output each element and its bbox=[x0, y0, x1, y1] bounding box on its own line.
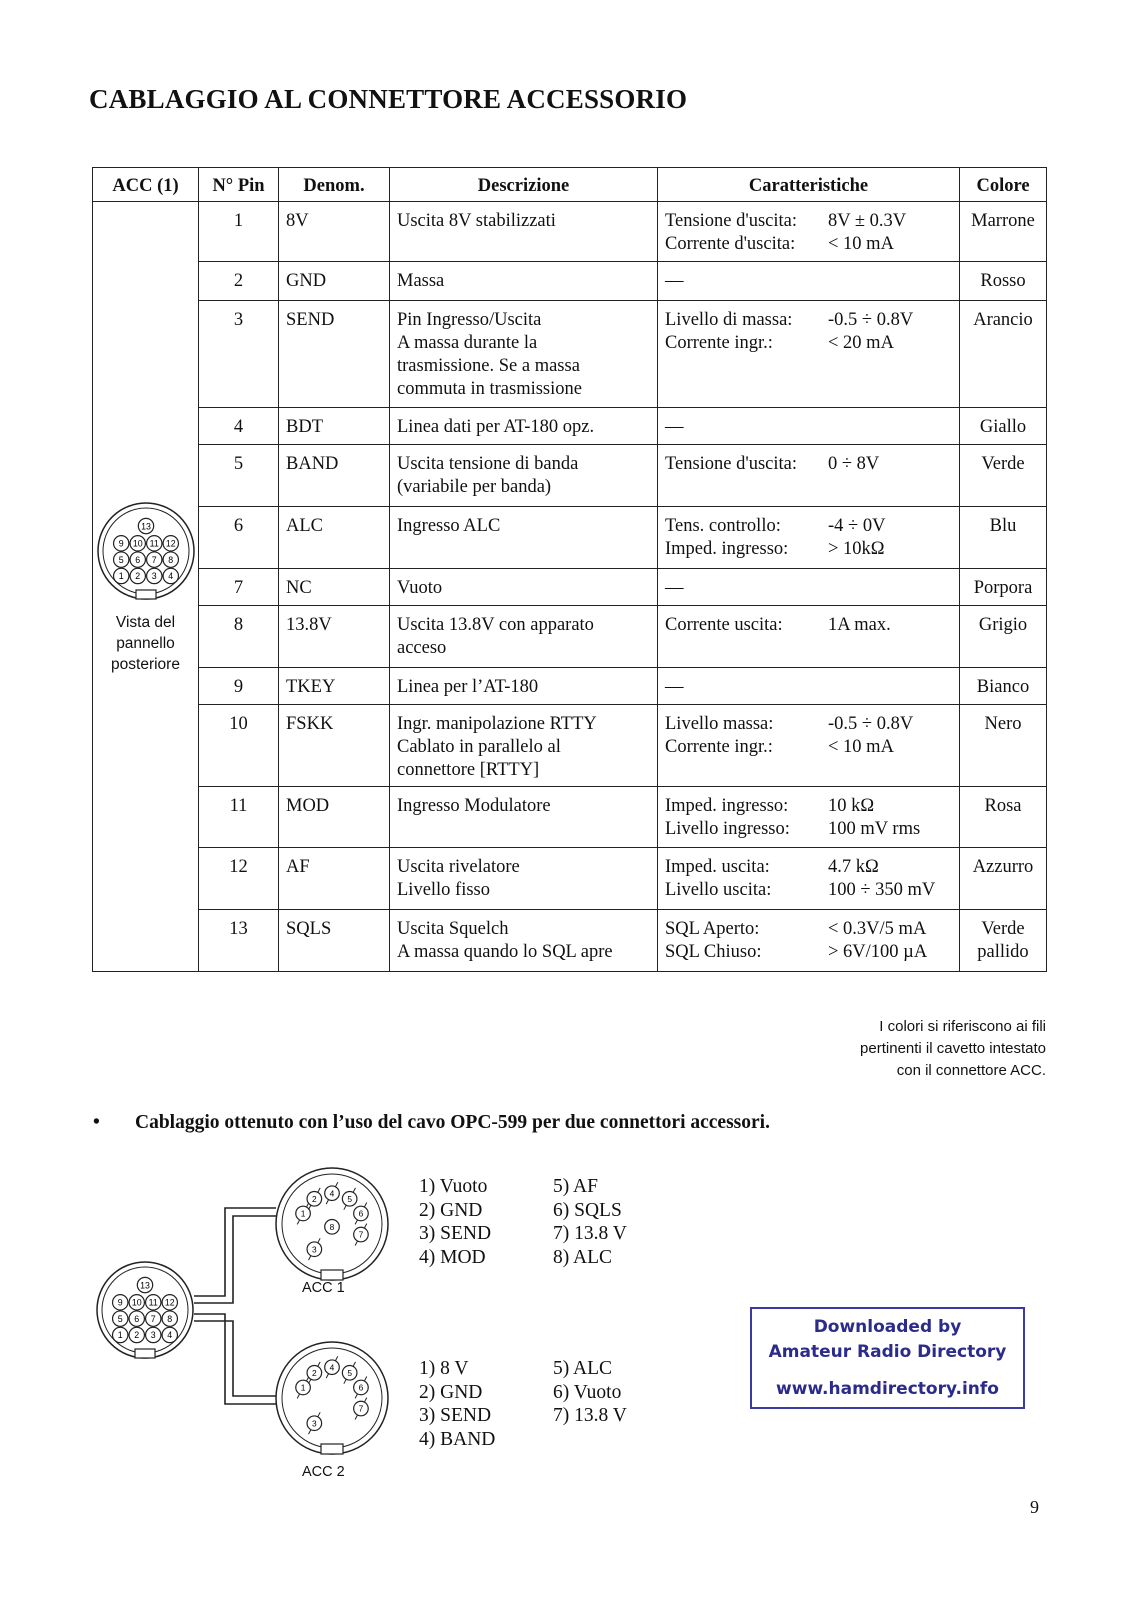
connector-pin bbox=[162, 1311, 177, 1326]
pin-list-item: 4) BAND bbox=[419, 1428, 496, 1450]
characteristic-value: 1A max. bbox=[828, 615, 891, 635]
download-line2: Amateur Radio Directory bbox=[768, 1342, 1007, 1362]
pin-name: SQLS bbox=[279, 910, 390, 972]
connector-pin bbox=[342, 1191, 357, 1206]
header-caratteristiche: Caratteristiche bbox=[658, 168, 960, 202]
characteristic-label: Tensione d'uscita: bbox=[665, 211, 798, 231]
connector-pin-label: 4 bbox=[167, 1330, 173, 1341]
connector-pin-label: 5 bbox=[117, 1313, 123, 1324]
pin-number: 10 bbox=[199, 705, 279, 787]
connector-pin-label: 13 bbox=[140, 521, 151, 532]
connector-pin-label: 7 bbox=[358, 1403, 364, 1414]
wire-color: Verde bbox=[960, 445, 1047, 507]
pin-number: 8 bbox=[199, 606, 279, 668]
characteristic-label: — bbox=[665, 417, 684, 437]
cable-wire bbox=[194, 1216, 276, 1303]
connector-pin-label: 8 bbox=[167, 1313, 173, 1324]
connector-pin bbox=[129, 1295, 144, 1310]
wire-color: Rosso bbox=[960, 262, 1047, 301]
pin-list-item: 4) MOD bbox=[419, 1246, 486, 1268]
page-number: 9 bbox=[1030, 1497, 1039, 1517]
download-line1: Downloaded by bbox=[813, 1317, 962, 1337]
pin-number: 12 bbox=[199, 848, 279, 910]
connector-pin bbox=[113, 1327, 128, 1342]
characteristic-label: Imped. ingresso: bbox=[665, 796, 789, 816]
wire-color: Bianco bbox=[960, 668, 1047, 705]
connector-acc1-8pin bbox=[276, 1168, 388, 1280]
connector-pin bbox=[296, 1206, 311, 1221]
connector-pin bbox=[162, 1295, 177, 1310]
pin-list-item: 7) 13.8 V bbox=[553, 1405, 627, 1426]
pin-number: 4 bbox=[199, 408, 279, 445]
wire-color: Rosa bbox=[960, 787, 1047, 848]
page-title: CABLAGGIO AL CONNETTORE ACCESSORIO bbox=[89, 84, 688, 114]
connector-pin bbox=[146, 1295, 161, 1310]
connector-pin-label: 3 bbox=[151, 571, 157, 582]
pin-name: ALC bbox=[279, 507, 390, 569]
connector-pin bbox=[307, 1416, 322, 1431]
connector-pin bbox=[129, 1311, 144, 1326]
characteristic-label: Corrente uscita: bbox=[665, 615, 783, 635]
cable-wire bbox=[194, 1314, 276, 1404]
connector-pin-label: 5 bbox=[347, 1367, 352, 1378]
cable-wire bbox=[194, 1208, 276, 1296]
bullet-icon: • bbox=[93, 1112, 100, 1133]
characteristic-value: 4.7 kΩ bbox=[828, 857, 879, 877]
pin-description: Pin Ingresso/Uscita A massa durante la trasmissione. Se a massa commuta in trasmissione bbox=[390, 301, 658, 408]
connector-pin bbox=[354, 1206, 369, 1221]
pin-description: Uscita tensione di banda (variabile per banda) bbox=[390, 445, 658, 507]
connector-pin bbox=[354, 1401, 369, 1416]
characteristic-label: — bbox=[665, 677, 684, 697]
characteristic-value: > 6V/100 µA bbox=[828, 942, 928, 962]
characteristic-label: Livello di massa: bbox=[665, 310, 793, 330]
pin-description: Uscita 13.8V con apparato acceso bbox=[390, 606, 658, 668]
pin-list-item: 3) SEND bbox=[419, 1405, 492, 1426]
characteristic-value: < 10 mA bbox=[828, 737, 894, 757]
pin-name: 13.8V bbox=[279, 606, 390, 668]
characteristic-value: 8V ± 0.3V bbox=[828, 211, 907, 231]
characteristic-label: Livello massa: bbox=[665, 714, 774, 734]
connector-pin bbox=[307, 1191, 322, 1206]
connector-pin-label: 3 bbox=[150, 1330, 156, 1341]
pin-description: Uscita 8V stabilizzati bbox=[390, 202, 658, 262]
pin-list-item: 5) ALC bbox=[553, 1358, 613, 1379]
cable-heading-text: Cablaggio ottenuto con l’uso del cavo OPC-599 per due connettori accessori. bbox=[135, 1112, 770, 1133]
connector-pin-label: 4 bbox=[329, 1362, 335, 1373]
characteristic-label: Imped. uscita: bbox=[665, 857, 770, 877]
pin-description: Ingr. manipolazione RTTY Cablato in parallelo al connettore [RTTY] bbox=[390, 705, 658, 787]
connector-pin-label: 8 bbox=[167, 554, 173, 565]
characteristic-value: < 0.3V/5 mA bbox=[828, 919, 927, 939]
pin-number: 3 bbox=[199, 301, 279, 408]
pin-list-item: 5) AF bbox=[553, 1176, 598, 1197]
pin-description: Linea dati per AT-180 opz. bbox=[390, 408, 658, 445]
header-acc: ACC (1) bbox=[93, 168, 199, 202]
connector-pin bbox=[307, 1242, 322, 1257]
connector-pin bbox=[146, 1311, 161, 1326]
pin-name: TKEY bbox=[279, 668, 390, 705]
characteristic-label: Tensione d'uscita: bbox=[665, 454, 798, 474]
connector-pin-label: 5 bbox=[347, 1193, 352, 1204]
wire-color: Porpora bbox=[960, 569, 1047, 606]
pin-number: 7 bbox=[199, 569, 279, 606]
characteristic-value: -0.5 ÷ 0.8V bbox=[828, 714, 914, 734]
wire-color: Nero bbox=[960, 705, 1047, 787]
pin-number: 5 bbox=[199, 445, 279, 507]
wire-color: Grigio bbox=[960, 606, 1047, 668]
connector-pin-label: 1 bbox=[300, 1382, 306, 1393]
header-denom: Denom. bbox=[279, 168, 390, 202]
connector-pin-label: 6 bbox=[134, 1313, 140, 1324]
pin-description: Vuoto bbox=[390, 569, 658, 606]
acc2-pin-list bbox=[419, 1357, 653, 1451]
characteristic-value: 100 ÷ 350 mV bbox=[828, 880, 936, 900]
pin-name: NC bbox=[279, 569, 390, 606]
connector-pin-label: 9 bbox=[117, 1297, 123, 1308]
connector-13pin-left bbox=[97, 1262, 193, 1358]
connector-pin-label: 3 bbox=[312, 1244, 317, 1255]
pin-name: 8V bbox=[279, 202, 390, 262]
connector-pin-label: 6 bbox=[358, 1382, 364, 1393]
wire-color: Blu bbox=[960, 507, 1047, 569]
connector-pin-label: 8 bbox=[329, 1221, 335, 1232]
wire-color: Verde pallido bbox=[960, 910, 1047, 972]
pin-name: SEND bbox=[279, 301, 390, 408]
connector-pin-label: 1 bbox=[118, 571, 124, 582]
connector-pin-label: 5 bbox=[118, 554, 124, 565]
pin-list-item bbox=[553, 1428, 653, 1452]
pin-number: 6 bbox=[199, 507, 279, 569]
pin-list-item: 3) SEND bbox=[419, 1223, 492, 1244]
characteristic-label: Imped. ingresso: bbox=[665, 539, 789, 559]
pin-list-item: 2) GND bbox=[419, 1381, 483, 1403]
connector-pin-label: 1 bbox=[117, 1330, 123, 1341]
pin-name: BAND bbox=[279, 445, 390, 507]
connector-pin bbox=[354, 1227, 369, 1242]
pin-description: Ingresso Modulatore bbox=[390, 787, 658, 848]
pin-name: AF bbox=[279, 848, 390, 910]
connector-pin-label: 2 bbox=[312, 1367, 317, 1378]
characteristic-label: SQL Aperto: bbox=[665, 919, 760, 939]
cable-wire bbox=[194, 1321, 276, 1396]
wire-color: Giallo bbox=[960, 408, 1047, 445]
connector-pin bbox=[162, 1327, 177, 1342]
wire-color: Azzurro bbox=[960, 848, 1047, 910]
connector-pin-label: 11 bbox=[149, 538, 159, 549]
connector-pin-label: 10 bbox=[132, 538, 143, 549]
pin-description: Linea per l’AT-180 bbox=[390, 668, 658, 705]
characteristic-value: 100 mV rms bbox=[828, 819, 921, 839]
connector-pin-label: 2 bbox=[312, 1193, 317, 1204]
connector-pin-label: 3 bbox=[312, 1418, 317, 1429]
connector-pin bbox=[296, 1380, 311, 1395]
acc1-pin-list bbox=[419, 1175, 653, 1269]
pin-description: Uscita rivelatore Livello fisso bbox=[390, 848, 658, 910]
wire-color: Marrone bbox=[960, 202, 1047, 262]
characteristic-value: < 10 mA bbox=[828, 234, 894, 254]
download-url[interactable]: www.hamdirectory.info bbox=[776, 1379, 999, 1399]
connector-pin bbox=[342, 1365, 357, 1380]
header-colore: Colore bbox=[960, 168, 1047, 202]
header-descrizione: Descrizione bbox=[390, 168, 658, 202]
pin-description: Massa bbox=[390, 262, 658, 301]
characteristic-label: Corrente ingr.: bbox=[665, 333, 773, 353]
connector-pin bbox=[113, 1295, 128, 1310]
characteristic-label: Livello uscita: bbox=[665, 880, 772, 900]
connector-pin bbox=[325, 1360, 340, 1375]
connector-pin-label: 13 bbox=[140, 1280, 150, 1291]
download-box bbox=[750, 1307, 1025, 1409]
pin-list-item: 7) 13.8 V bbox=[553, 1223, 627, 1244]
connector-pin bbox=[354, 1380, 369, 1395]
pin-list-item: 8) ALC bbox=[553, 1246, 613, 1268]
connector-pin-label: 7 bbox=[150, 1313, 156, 1324]
pin-list-item: 2) GND bbox=[419, 1199, 483, 1221]
characteristic-label: Livello ingresso: bbox=[665, 819, 790, 839]
characteristic-value: 0 ÷ 8V bbox=[828, 454, 880, 474]
connector-pin-label: 2 bbox=[134, 1330, 140, 1341]
acc2-label: ACC 2 bbox=[302, 1464, 345, 1480]
pin-name: BDT bbox=[279, 408, 390, 445]
connector-pin-label: 4 bbox=[329, 1188, 335, 1199]
pin-list-item: 1) Vuoto bbox=[419, 1176, 488, 1197]
connector-pin-label: 6 bbox=[134, 554, 140, 565]
characteristic-value: > 10kΩ bbox=[828, 539, 885, 559]
pin-name: GND bbox=[279, 262, 390, 301]
characteristic-label: Corrente ingr.: bbox=[665, 737, 773, 757]
header-pin: N° Pin bbox=[199, 168, 279, 202]
acc-caption: Vista del pannello posteriore bbox=[111, 614, 180, 673]
connector-pin bbox=[129, 1327, 144, 1342]
characteristic-label: — bbox=[665, 578, 684, 598]
pin-name: MOD bbox=[279, 787, 390, 848]
connector-pin-label: 1 bbox=[300, 1208, 306, 1219]
connector-pin bbox=[113, 1311, 128, 1326]
pin-number: 2 bbox=[199, 262, 279, 301]
connector-pin-label: 4 bbox=[167, 571, 173, 582]
wire-color: Arancio bbox=[960, 301, 1047, 408]
pin-number: 13 bbox=[199, 910, 279, 972]
characteristic-label: Tens. controllo: bbox=[665, 516, 781, 536]
connector-pin-label: 10 bbox=[131, 1297, 142, 1308]
pin-description: Uscita Squelch A massa quando lo SQL apre bbox=[390, 910, 658, 972]
pin-name: FSKK bbox=[279, 705, 390, 787]
connector-pin bbox=[146, 1327, 161, 1342]
connector-acc2-7pin bbox=[276, 1342, 388, 1454]
connector-pin-label: 9 bbox=[118, 538, 124, 549]
pin-number: 11 bbox=[199, 787, 279, 848]
pin-list-item: 6) Vuoto bbox=[553, 1381, 622, 1403]
pin-number: 9 bbox=[199, 668, 279, 705]
connector-pin-label: 12 bbox=[165, 538, 176, 549]
characteristic-value: 10 kΩ bbox=[828, 796, 875, 816]
pin-description: Ingresso ALC bbox=[390, 507, 658, 569]
connector-pin-label: 11 bbox=[148, 1297, 158, 1308]
pin-number: 1 bbox=[199, 202, 279, 262]
connector-pin-label: 12 bbox=[164, 1297, 175, 1308]
characteristic-label: SQL Chiuso: bbox=[665, 942, 762, 962]
characteristic-label: — bbox=[665, 271, 684, 291]
connector-pin-label: 7 bbox=[151, 554, 157, 565]
acc1-label: ACC 1 bbox=[302, 1280, 345, 1296]
connector-pin bbox=[325, 1220, 340, 1235]
connector-pin-label: 7 bbox=[358, 1229, 364, 1240]
connector-pin bbox=[325, 1186, 340, 1201]
pin-list-item: 6) SQLS bbox=[553, 1199, 622, 1221]
connector-pin-label: 6 bbox=[358, 1208, 364, 1219]
characteristic-label: Corrente d'uscita: bbox=[665, 234, 796, 254]
characteristic-value: -0.5 ÷ 0.8V bbox=[828, 310, 914, 330]
color-note: I colori si riferiscono ai fili pertinenti il cavetto intestato con il connettore ACC. bbox=[860, 1018, 1046, 1079]
characteristic-value: -4 ÷ 0V bbox=[828, 516, 886, 536]
connector-pin bbox=[137, 1277, 152, 1292]
pin-list-item: 1) 8 V bbox=[419, 1358, 469, 1379]
connector-pin bbox=[307, 1365, 322, 1380]
connector-pin-label: 2 bbox=[134, 571, 140, 582]
characteristic-value: < 20 mA bbox=[828, 333, 894, 353]
